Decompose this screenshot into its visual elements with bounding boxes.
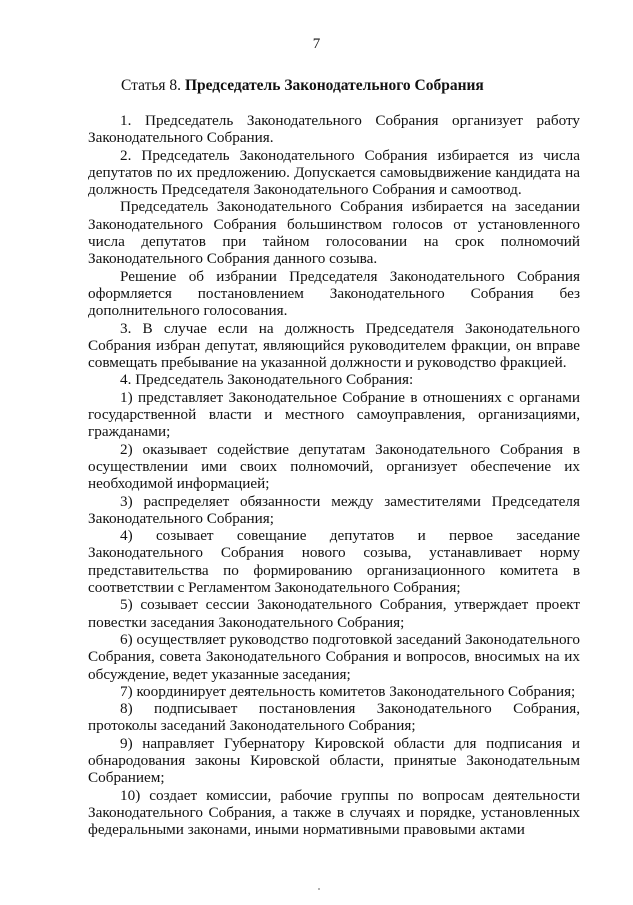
paragraph-4: Решение об избрании Председателя Законодательного Собрания оформляется постановлением Законодательного Собрания без дополнительного голосования. (88, 267, 580, 320)
paragraph-6: 4. Председатель Законодательного Собрания: (120, 371, 414, 389)
list-item-5: 5) созывает сессии Законодательного Собрания, утверждает проект повестки заседания Законодательного Собрания; (88, 596, 580, 631)
list-item-8: 8) подписывает постановления Законодательного Собрания, протоколы заседаний Законодательного Собрания; (88, 700, 580, 735)
list-item-9: 9) направляет Губернатору Кировской области для подписания и обнародования законы Кировской области, принятые Законодательным Собранием; (88, 734, 580, 787)
paragraph-1: 1. Председатель Законодательного Собрания организует работу Законодательного Собрания. (88, 112, 580, 147)
list-item-1: 1) представляет Законодательное Собрание в отношениях с органами государственной власти и местного самоуправления, организациями, гражданами; (88, 388, 580, 441)
scan-dot (318, 888, 320, 890)
article-title: Председатель Законодательного Собрания (184, 77, 484, 94)
list-item-2: 2) оказывает содействие депутатам Законодательного Собрания в осуществлении ими своих полномочий, организует обеспечение их необходимой информацией; (88, 440, 580, 493)
article-body (88, 112, 580, 838)
page-number: 7 (312, 36, 321, 52)
paragraph-3: Председатель Законодательного Собрания избирается на заседании Законодательного Собрания большинством голосов от установленного числа депутатов при тайном голосовании на срок полномочий Законодательного Собрания данного созыва. (88, 198, 580, 268)
paragraph-5: 3. В случае если на должность Председателя Законодательного Собрания избран депутат, являющийся руководителем фракции, он вправе совмещать пребывание на указанной должности и руководство фракцией. (88, 319, 580, 372)
list-item-4: 4) созывает совещание депутатов и первое заседание Законодательного Собрания нового созыва, устанавливает норму представительства по формированию организационного комитета в соответствии с Регламентом Законодательного Собрания; (88, 527, 580, 597)
article-label: Статья 8. (121, 77, 182, 94)
list-item-6: 6) осуществляет руководство подготовкой заседаний Законодательного Собрания, совета Законодательного Собрания и вопросов, вносимых на их обсуждение, ведет указанные заседания; (88, 630, 580, 683)
article-heading (121, 77, 484, 95)
list-item-3: 3) распределяет обязанности между заместителями Председателя Законодательного Собрания; (88, 492, 580, 527)
list-item-7: 7) координирует деятельность комитетов Законодательного Собрания; (120, 682, 576, 700)
paragraph-2: 2. Председатель Законодательного Собрания избирается из числа депутатов по их предложению. Допускается самовыдвижение кандидата на должность Председателя Законодательного Собрания и самоотвод. (88, 146, 580, 199)
list-item-10: 10) создает комиссии, рабочие группы по вопросам деятельности Законодательного Собрания, а также в случаях и порядке, установленных федеральными законами, иными нормативными правовыми актами (88, 786, 580, 839)
